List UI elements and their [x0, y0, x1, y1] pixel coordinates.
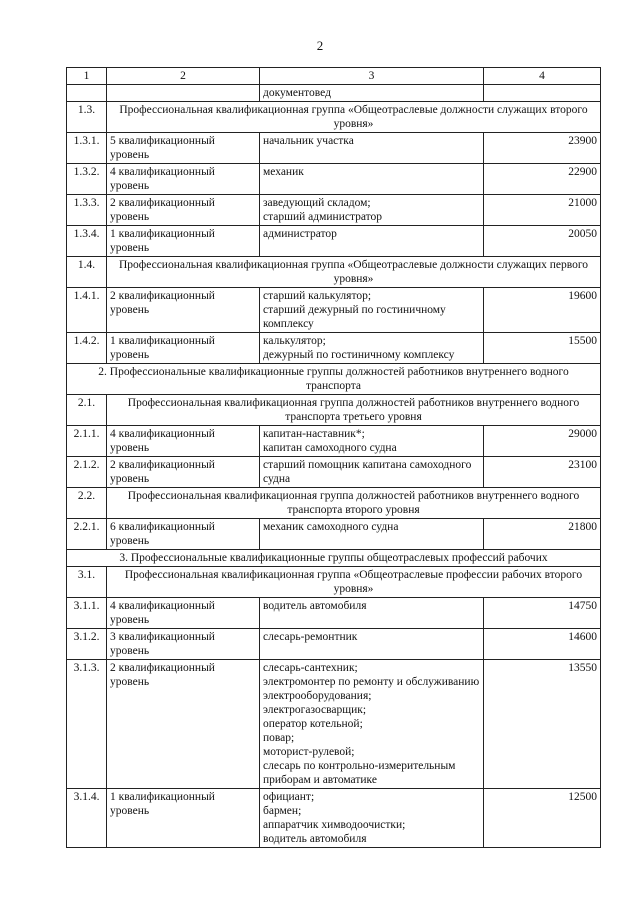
positions-cell: [260, 598, 484, 629]
group-row: [67, 102, 601, 133]
salary-value: 12500: [484, 789, 601, 848]
row-number: 3.1.3.: [67, 660, 107, 789]
position-item: слесарь по контрольно-измерительным приборам и автоматике: [263, 760, 456, 786]
salary-table: [66, 67, 601, 848]
row-number: 1.3.1.: [67, 133, 107, 164]
qualification-level: 4 квалификационный уровень: [107, 426, 260, 457]
positions-cell: [260, 457, 484, 488]
table-row: [67, 195, 601, 226]
position-item: водитель автомобиля: [263, 600, 367, 612]
positions-cell: [260, 164, 484, 195]
position-item: старший калькулятор;: [263, 290, 372, 302]
position-item: электромонтер по ремонту и обслуживанию электрооборудования;: [263, 676, 480, 702]
header-col-1: 1: [67, 68, 107, 85]
group-title: Профессиональная квалификационная группа «Общеотраслевые должности служащих первого уровня»: [107, 257, 601, 288]
salary-value: 21000: [484, 195, 601, 226]
salary-value: 20050: [484, 226, 601, 257]
qualification-level: 2 квалификационный уровень: [107, 288, 260, 333]
salary-value: 23100: [484, 457, 601, 488]
group-title: Профессиональная квалификационная группа «Общеотраслевые профессии рабочих второго уровня»: [107, 567, 601, 598]
row-number: 1.3.2.: [67, 164, 107, 195]
position-cell: документовед: [260, 85, 484, 102]
salary-value: 19600: [484, 288, 601, 333]
table-row: [67, 288, 601, 333]
position-item: электрогазосварщик;: [263, 704, 367, 716]
salary-value: 14600: [484, 629, 601, 660]
group-row: [67, 257, 601, 288]
salary-value: 22900: [484, 164, 601, 195]
continuation-row: [67, 85, 601, 102]
header-col-3: 3: [260, 68, 484, 85]
qualification-level: 4 квалификационный уровень: [107, 598, 260, 629]
positions-cell: [260, 333, 484, 364]
row-number: 3.1.4.: [67, 789, 107, 848]
qualification-level: 1 квалификационный уровень: [107, 789, 260, 848]
group-title: Профессиональная квалификационная группа должностей работников внутреннего водного транспорта второго уровня: [107, 488, 601, 519]
salary-value: 23900: [484, 133, 601, 164]
salary-value: 13550: [484, 660, 601, 789]
header-col-2: 2: [107, 68, 260, 85]
group-row: [67, 567, 601, 598]
row-number: 1.4.2.: [67, 333, 107, 364]
table-header-row: [67, 68, 601, 85]
section-title: 3. Профессиональные квалификационные группы общеотраслевых профессий рабочих: [67, 550, 601, 567]
position-item: старший дежурный по гостиничному комплексу: [263, 304, 446, 330]
table-row: [67, 519, 601, 550]
group-row: [67, 488, 601, 519]
position-item: аппаратчик химводоочистки;: [263, 819, 406, 831]
group-title: Профессиональная квалификационная группа должностей работников внутреннего водного транспорта третьего уровня: [107, 395, 601, 426]
position-item: заведующий складом;: [263, 197, 371, 209]
empty-salary-cell: [484, 85, 601, 102]
section-row: [67, 550, 601, 567]
group-number: 2.2.: [67, 488, 107, 519]
table-row: [67, 660, 601, 789]
empty-level-cell: [107, 85, 260, 102]
position-item: начальник участка: [263, 135, 354, 147]
group-number: 2.1.: [67, 395, 107, 426]
position-item: капитан самоходного судна: [263, 442, 397, 454]
positions-cell: [260, 519, 484, 550]
group-row: [67, 395, 601, 426]
table-row: [67, 426, 601, 457]
group-title: Профессиональная квалификационная группа «Общеотраслевые должности служащих второго уровня»: [107, 102, 601, 133]
salary-value: 29000: [484, 426, 601, 457]
qualification-level: 4 квалификационный уровень: [107, 164, 260, 195]
empty-num-cell: [67, 85, 107, 102]
qualification-level: 2 квалификационный уровень: [107, 660, 260, 789]
row-number: 3.1.2.: [67, 629, 107, 660]
page-number: 2: [316, 38, 324, 53]
table-row: [67, 133, 601, 164]
header-col-4: 4: [484, 68, 601, 85]
table-row: [67, 629, 601, 660]
group-number: 3.1.: [67, 567, 107, 598]
position-item: повар;: [263, 732, 295, 744]
position-item: дежурный по гостиничному комплексу: [263, 349, 455, 361]
row-number: 2.2.1.: [67, 519, 107, 550]
section-title: 2. Профессиональные квалификационные группы должностей работников внутреннего водного транспорта: [67, 364, 601, 395]
positions-cell: [260, 426, 484, 457]
row-number: 1.3.4.: [67, 226, 107, 257]
table-row: [67, 789, 601, 848]
positions-cell: [260, 226, 484, 257]
qualification-level: 1 квалификационный уровень: [107, 333, 260, 364]
table-row: [67, 457, 601, 488]
positions-cell: [260, 195, 484, 226]
qualification-level: 2 квалификационный уровень: [107, 457, 260, 488]
group-number: 1.3.: [67, 102, 107, 133]
qualification-level: 1 квалификационный уровень: [107, 226, 260, 257]
salary-value: 14750: [484, 598, 601, 629]
position-item: слесарь-сантехник;: [263, 662, 358, 674]
qualification-level: 5 квалификационный уровень: [107, 133, 260, 164]
position-item: официант;: [263, 791, 315, 803]
table-row: [67, 164, 601, 195]
table-row: [67, 226, 601, 257]
row-number: 3.1.1.: [67, 598, 107, 629]
salary-value: 15500: [484, 333, 601, 364]
position-item: капитан-наставник*;: [263, 428, 365, 440]
table-row: [67, 598, 601, 629]
qualification-level: 6 квалификационный уровень: [107, 519, 260, 550]
group-number: 1.4.: [67, 257, 107, 288]
positions-cell: [260, 629, 484, 660]
row-number: 2.1.2.: [67, 457, 107, 488]
position-item: администратор: [263, 228, 337, 240]
positions-cell: [260, 133, 484, 164]
position-item: механик: [263, 166, 304, 178]
section-row: [67, 364, 601, 395]
row-number: 2.1.1.: [67, 426, 107, 457]
salary-value: 21800: [484, 519, 601, 550]
position-item: слесарь-ремонтник: [263, 631, 358, 643]
position-item: старший помощник капитана самоходного судна: [263, 459, 472, 485]
qualification-level: 2 квалификационный уровень: [107, 195, 260, 226]
position-item: оператор котельной;: [263, 718, 363, 730]
position-item: моторист-рулевой;: [263, 746, 355, 758]
row-number: 1.4.1.: [67, 288, 107, 333]
position-item: водитель автомобиля: [263, 833, 367, 845]
positions-cell: [260, 789, 484, 848]
position-item: бармен;: [263, 805, 302, 817]
row-number: 1.3.3.: [67, 195, 107, 226]
qualification-level: 3 квалификационный уровень: [107, 629, 260, 660]
positions-cell: [260, 660, 484, 789]
positions-cell: [260, 288, 484, 333]
position-item: калькулятор;: [263, 335, 326, 347]
position-item: механик самоходного судна: [263, 521, 399, 533]
table-row: [67, 333, 601, 364]
position-item: старший администратор: [263, 211, 383, 223]
